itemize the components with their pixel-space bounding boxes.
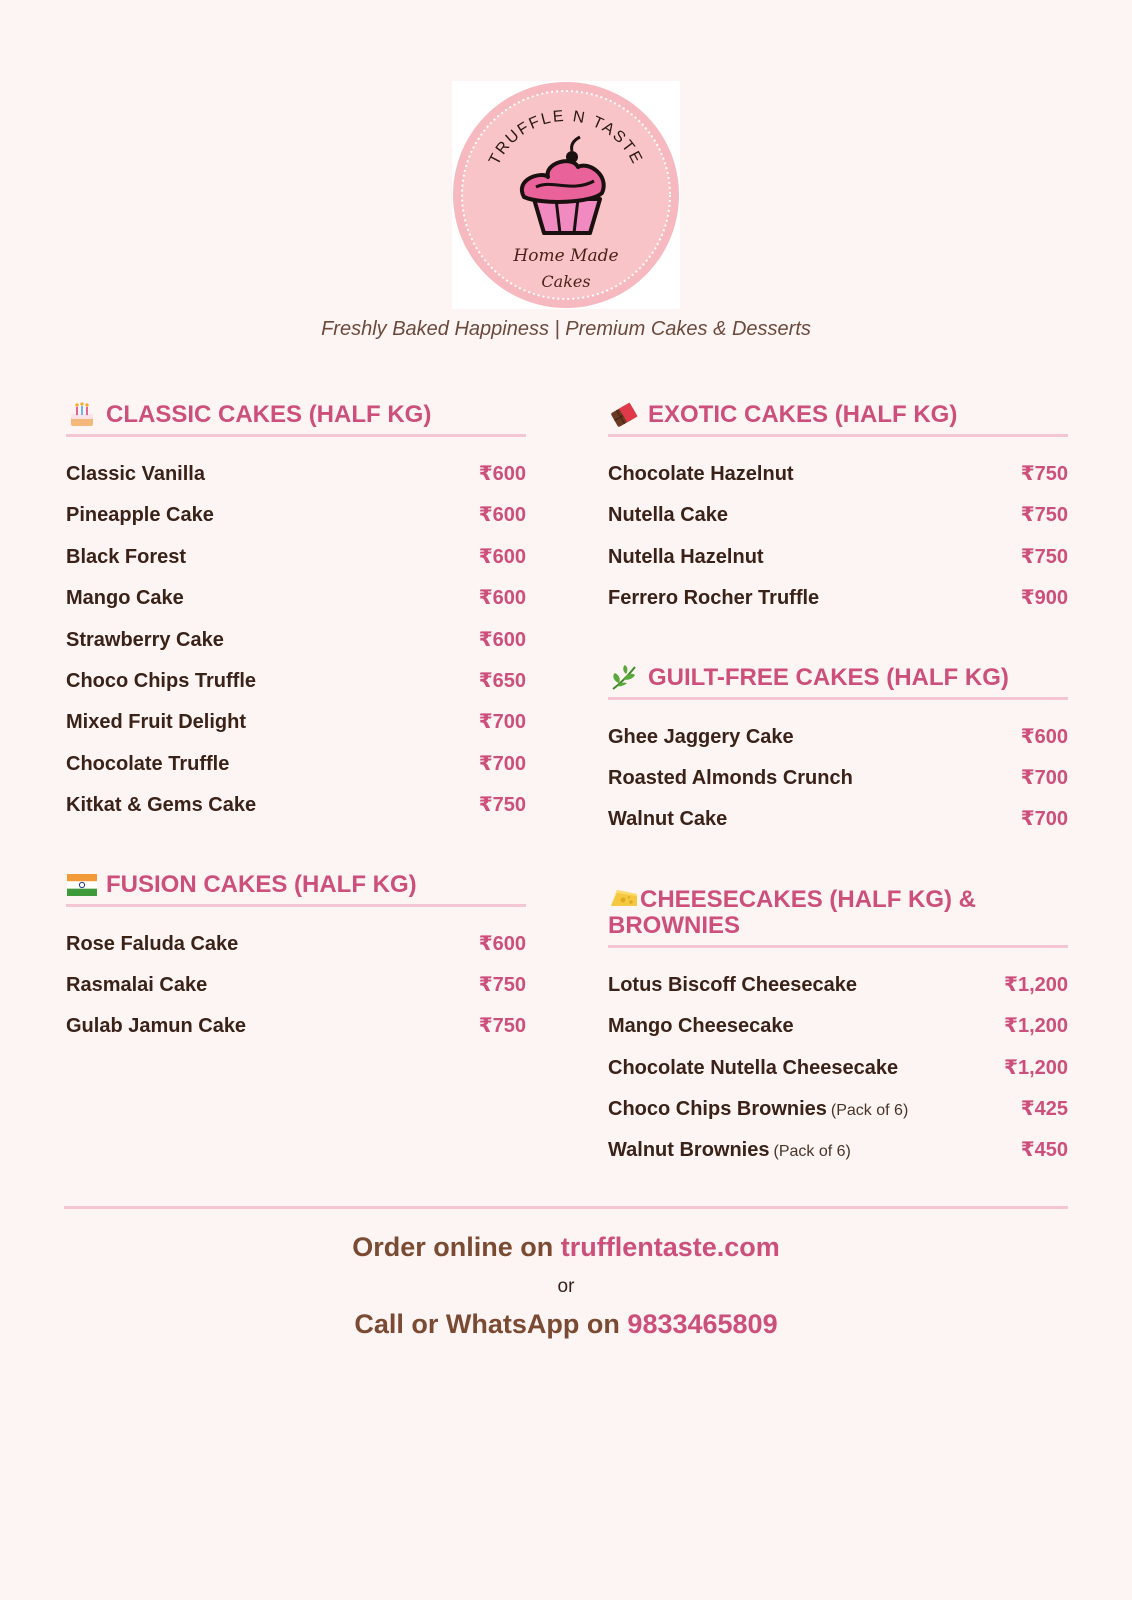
right-column: [608, 402, 1068, 1217]
menu-item: [66, 461, 526, 502]
india-flag-icon: [66, 872, 98, 898]
item-name: Mixed Fruit Delight: [66, 711, 246, 734]
section-title: GUILT-FREE CAKES (HALF KG): [648, 663, 1009, 691]
item-price: ₹1,200: [1004, 1015, 1068, 1038]
logo-line2: Cakes: [541, 272, 591, 291]
item-name: Ghee Jaggery Cake: [608, 725, 794, 748]
menu-item: [608, 724, 1068, 765]
menu-item: [608, 1137, 1068, 1178]
item-price: ₹600: [478, 587, 526, 610]
item-name: Nutella Hazelnut: [608, 545, 764, 568]
item-name: Lotus Biscoff Cheesecake: [608, 973, 857, 996]
item-name: Strawberry Cake: [66, 628, 224, 651]
section-fusion: [66, 872, 526, 1055]
menu-item: [608, 1096, 1068, 1137]
item-price: ₹700: [1020, 766, 1068, 789]
item-price: ₹600: [1020, 725, 1068, 748]
item-name: Mango Cheesecake: [608, 1015, 794, 1038]
section-title: FUSION CAKES (HALF KG): [106, 870, 417, 898]
item-name: Kitkat & Gems Cake: [66, 794, 257, 817]
menu-item: [66, 709, 526, 750]
menu-item: [66, 544, 526, 585]
item-name: Chocolate Nutella Cheesecake: [608, 1056, 899, 1079]
menu-item: [66, 1013, 526, 1054]
item-price: ₹600: [478, 628, 526, 651]
birthday-cake-icon: [66, 402, 98, 428]
item-name: Gulab Jamun Cake: [66, 1015, 247, 1038]
item-name: Walnut Brownies: [608, 1139, 770, 1162]
chocolate-bar-icon: [608, 402, 640, 428]
item-price: ₹750: [478, 973, 526, 996]
item-price: ₹600: [478, 504, 526, 527]
menu-item: [66, 792, 526, 833]
left-column: [66, 402, 526, 1093]
item-name: Classic Vanilla: [66, 463, 205, 485]
section-heading: [66, 402, 526, 437]
item-name: Chocolate Hazelnut: [608, 463, 794, 485]
item-name: Roasted Almonds Crunch: [608, 766, 853, 789]
item-price: ₹1,200: [1004, 973, 1068, 996]
menu-item: [608, 972, 1068, 1013]
menu-item: [608, 585, 1068, 626]
item-price: ₹650: [478, 669, 526, 692]
menu-item: [66, 751, 526, 792]
menu-item: [66, 972, 526, 1013]
item-name: Walnut Cake: [608, 808, 728, 831]
item-price: ₹1,200: [1004, 1056, 1068, 1079]
item-price: ₹750: [1020, 463, 1068, 485]
herb-icon: [608, 665, 640, 691]
menu-item: [66, 627, 526, 668]
item-price: ₹600: [478, 545, 526, 568]
section-title-text: CHEESECAKES (HALF KG) & BROWNIES: [608, 885, 977, 939]
section-heading: [66, 872, 526, 907]
item-name: Choco Chips Truffle: [66, 669, 256, 692]
menu-item: [608, 806, 1068, 847]
item-note: (Pack of 6): [830, 1101, 909, 1119]
item-price: ₹600: [478, 463, 526, 485]
section-heading: [608, 402, 1068, 437]
item-price: ₹600: [478, 932, 526, 955]
menu-item: [608, 461, 1068, 502]
item-price: ₹750: [478, 794, 526, 817]
item-name: Ferrero Rocher Truffle: [608, 587, 820, 610]
menu-item: [608, 502, 1068, 543]
menu-item: [608, 1013, 1068, 1054]
website-link[interactable]: trufflentaste.com: [560, 1232, 780, 1262]
item-name: Choco Chips Brownies: [608, 1097, 827, 1120]
section-exotic: [608, 402, 1068, 627]
logo: [452, 81, 680, 309]
cheese-wedge-icon: [608, 886, 640, 910]
section-title: [608, 886, 1068, 939]
order-prefix: Order online on: [352, 1232, 554, 1262]
item-price: ₹425: [1020, 1097, 1068, 1120]
logo-arc-text: TRUFFLE N TASTE: [486, 107, 646, 168]
item-price: ₹750: [1020, 545, 1068, 568]
section-classic: [66, 402, 526, 834]
menu-item: [66, 668, 526, 709]
section-title: EXOTIC CAKES (HALF KG): [648, 401, 958, 428]
phone-number[interactable]: 9833465809: [627, 1309, 778, 1339]
item-price: ₹750: [478, 1015, 526, 1038]
order-online-line: [0, 1232, 1132, 1263]
item-name: Black Forest: [66, 545, 187, 568]
section-cheesecakes: [608, 886, 1068, 1179]
footer-divider: [64, 1206, 1068, 1209]
menu-item: [66, 931, 526, 972]
item-price: ₹750: [1020, 504, 1068, 527]
menu-item: [608, 1055, 1068, 1096]
section-heading: [608, 665, 1068, 700]
item-name: Nutella Cake: [608, 504, 729, 527]
item-price: ₹700: [478, 711, 526, 734]
item-name: Pineapple Cake: [66, 504, 214, 527]
logo-line1: Home Made: [513, 246, 619, 266]
item-name: Rose Faluda Cake: [66, 932, 239, 955]
menu-item: [608, 544, 1068, 585]
item-note: (Pack of 6): [773, 1143, 851, 1161]
tagline: Freshly Baked Happiness | Premium Cakes & Desserts: [321, 318, 811, 340]
or-separator: or: [557, 1276, 575, 1297]
call-line: [0, 1309, 1132, 1340]
item-price: ₹700: [478, 752, 526, 775]
item-name: Chocolate Truffle: [66, 752, 230, 775]
item-name: Mango Cake: [66, 587, 184, 610]
menu-item: [608, 765, 1068, 806]
menu-item: [66, 585, 526, 626]
item-price: ₹700: [1020, 808, 1068, 831]
item-price: ₹450: [1020, 1139, 1068, 1162]
menu-item: [66, 502, 526, 543]
call-prefix: Call or WhatsApp on: [354, 1309, 620, 1339]
section-heading: [608, 886, 1068, 948]
section-title: CLASSIC CAKES (HALF KG): [106, 401, 432, 428]
item-price: ₹900: [1020, 587, 1068, 610]
section-guilt-free: [608, 665, 1068, 848]
item-name: Rasmalai Cake: [66, 973, 208, 996]
